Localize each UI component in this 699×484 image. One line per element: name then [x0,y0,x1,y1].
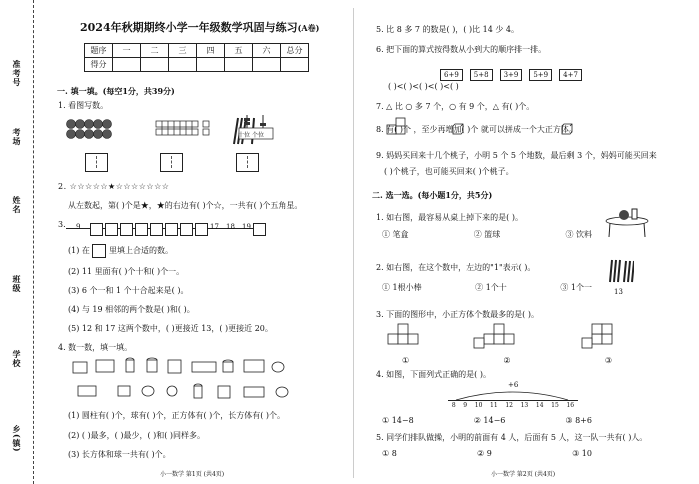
expression-box: 5+9 [529,69,552,81]
jump-ticks [448,402,578,409]
score-table [84,43,309,72]
option[interactable]: ① [402,356,410,365]
stick-number: 13 [614,288,623,296]
score-cell[interactable] [225,58,253,72]
ones-label: 个位 [251,132,264,139]
tens-label: 十位 [238,132,251,139]
option[interactable]: ② 篮球 [473,230,501,239]
question-8: 8. 有( )个 ，至少再增加( )个 就可以拼成一个大正方体。 [376,125,577,134]
answer-box[interactable] [160,153,183,172]
table-icon [604,206,650,238]
tick-label: 13 [520,402,529,409]
score-header-cell: 六 [253,44,281,58]
question-3-3: (3) 6 个一和 1 个十合起来是( )。 [68,286,189,295]
beads-group [67,120,112,139]
number-line-blank[interactable] [180,223,193,236]
question-3-4: (4) 与 19 相邻的两个数是( )和( )。 [68,305,195,314]
expression-boxes [440,62,589,81]
number-line-blank[interactable] [105,223,118,236]
jump-axis [448,400,578,401]
score-header-cell: 五 [225,44,253,58]
choice-3-options [402,355,612,366]
question-9: 9. 妈妈买回来十几个桃子，小明 5 个 5 个地数，最后剩 3 个，妈妈可能买回来 [376,151,657,160]
answer-box[interactable] [85,153,108,172]
stick-bundle-icon [608,258,634,284]
question-3-1 [68,244,173,258]
score-cell[interactable] [169,58,197,72]
score-cell[interactable] [253,58,281,72]
choice-2: 2. 如右图，在这个数中，左边的"1"表示( )。 [376,263,536,272]
expression-box: 5+8 [470,69,493,81]
order-blanks: ( )<( )<( )<( )<( ) [388,82,459,91]
number-line-blank[interactable] [195,223,208,236]
question-3-5: (5) 12 和 17 这两个数中，( )更接近 13，( )更接近 20。 [68,324,273,333]
choice-4-options [382,415,592,426]
score-cell: 得分 [85,58,113,72]
number-line [66,222,266,236]
choice-1-options [382,229,592,240]
option[interactable]: ② 9 [477,449,492,458]
expression-box: 6+9 [440,69,463,81]
question-4-3: (3) 长方体和球一共有( )个。 [68,450,171,459]
option[interactable]: ② [503,356,511,365]
tick-label: 14 [535,402,544,409]
option[interactable]: ① 1根小棒 [382,283,422,292]
question-9b: ( )个桃子，也可能买回来( )个桃子。 [384,167,514,176]
solids-illustration [68,354,308,406]
title-badge: (A卷) [297,23,320,33]
choice-4: 4. 如图，下面列式正确的是( )。 [376,370,491,379]
number-line-blank[interactable] [253,223,266,236]
question-3: 3. [58,220,66,229]
option[interactable]: ① 14−8 [382,416,414,425]
score-cell[interactable] [113,58,141,72]
expression-box: 4+7 [559,69,582,81]
label-name: 姓名 [12,196,22,214]
label-exam-number: 准考号 [12,60,22,87]
option[interactable]: ③ 8+6 [565,416,592,425]
score-header-cell: 三 [169,44,197,58]
option[interactable]: ③ [604,356,612,365]
score-header-cell: 二 [141,44,169,58]
question-2-text: 从左数起，第( )个是★，★的右边有( )个☆，一共有( )个五角星。 [68,201,303,210]
number-line-label: 19 [242,223,251,231]
option[interactable]: ① 笔盒 [382,230,409,239]
tick-label: 11 [490,402,498,409]
tick-label: 8 [451,402,456,409]
choice-3: 3. 下面的图形中，小正方体个数最多的是( )。 [376,310,539,319]
option[interactable]: ③ 1个一 [560,283,592,292]
cube-strips [156,121,209,135]
score-cell[interactable] [197,58,225,72]
score-header-cell: 题序 [85,44,113,58]
tick-label: 16 [566,402,575,409]
right-footer: 小一数学 第2页 (共4页) [491,471,556,478]
cut-line [33,0,34,484]
section-1-heading: 一. 填一填。(每空1分，共39分) [57,86,175,96]
jump-number-line [448,380,578,414]
option[interactable]: ② 1个十 [475,283,507,292]
abacus-labels [238,130,264,139]
question-7: 7. △ 比 ○ 多 7 个，○ 有 9 个，△ 有( )个。 [376,102,535,111]
number-line-label: 9 [76,223,81,231]
question-6: 6. 把下面的算式按得数从小到大的顺序排一排。 [376,45,547,54]
tick-label: 15 [551,402,559,409]
number-line-blank[interactable] [150,223,163,236]
question-5: 5. 比 8 多 7 的数是( )，( )比 14 少 4。 [376,25,519,34]
option[interactable]: ③ 饮料 [565,230,592,239]
question-4-1: (1) 圆柱有( )个，球有( )个，正方体有( )个，长方体有( )个。 [68,411,286,420]
number-line-label: 18 [226,223,235,231]
left-footer: 小一数学 第1页 (共4页) [160,471,225,478]
tick-label: 12 [505,402,513,409]
label-class: 班级 [12,275,22,293]
number-line-blank[interactable] [90,223,103,236]
q3-1-text-b: 里填上合适的数。 [108,246,173,255]
number-line-label: 17 [210,223,219,231]
question-2-stars: 2. ☆☆☆☆☆★☆☆☆☆☆☆☆ [58,182,170,191]
question-3-2: (2) 11 里面有( )个十和( )个一。 [68,267,185,276]
section-2-heading: 二. 选一选。(每小题1分，共5分) [372,190,493,200]
score-cell[interactable] [141,58,169,72]
choice-1: 1. 如右图，最容易从桌上掉下来的是( )。 [376,213,523,222]
score-cell[interactable] [281,58,309,72]
expression-box: 3+9 [500,69,523,81]
question-1: 1. 看图写数。 [58,101,109,110]
question-4: 4. 数一数，填一填。 [58,343,133,352]
score-header-cell: 一 [113,44,141,58]
score-header-cell: 四 [197,44,225,58]
option[interactable]: ③ 10 [572,449,592,458]
blank-square-icon [92,244,106,258]
choice-5-options [382,448,592,459]
label-exam-room: 考场 [12,128,22,146]
number-line-blank[interactable] [120,223,133,236]
tick-label: 10 [474,402,483,409]
answer-box[interactable] [236,153,259,172]
choice-2-options [382,282,592,293]
number-line-blank[interactable] [165,223,178,236]
page-divider [353,8,354,478]
option[interactable]: ① 8 [382,449,397,458]
cube-figures [386,322,626,356]
question-4-2: (2) ( )最多，( )最少，( )和( )同样多。 [68,431,206,440]
score-header-cell: 总分 [281,44,309,58]
number-line-blank[interactable] [135,223,148,236]
label-town: 乡(镇) [12,425,22,453]
choice-5: 5. 同学们排队做操，小明的前面有 4 人，后面有 5 人，这一队一共有( )人。 [376,433,648,442]
title-text: 2024年秋期期终小学一年级数学巩固与练习 [80,21,298,34]
q3-1-text: (1) 在 [68,246,90,255]
page-title [80,19,319,35]
option[interactable]: ② 14−6 [473,416,506,425]
jump-label: +6 [508,381,519,389]
label-school: 学校 [12,350,22,368]
tick-label: 9 [463,402,468,409]
